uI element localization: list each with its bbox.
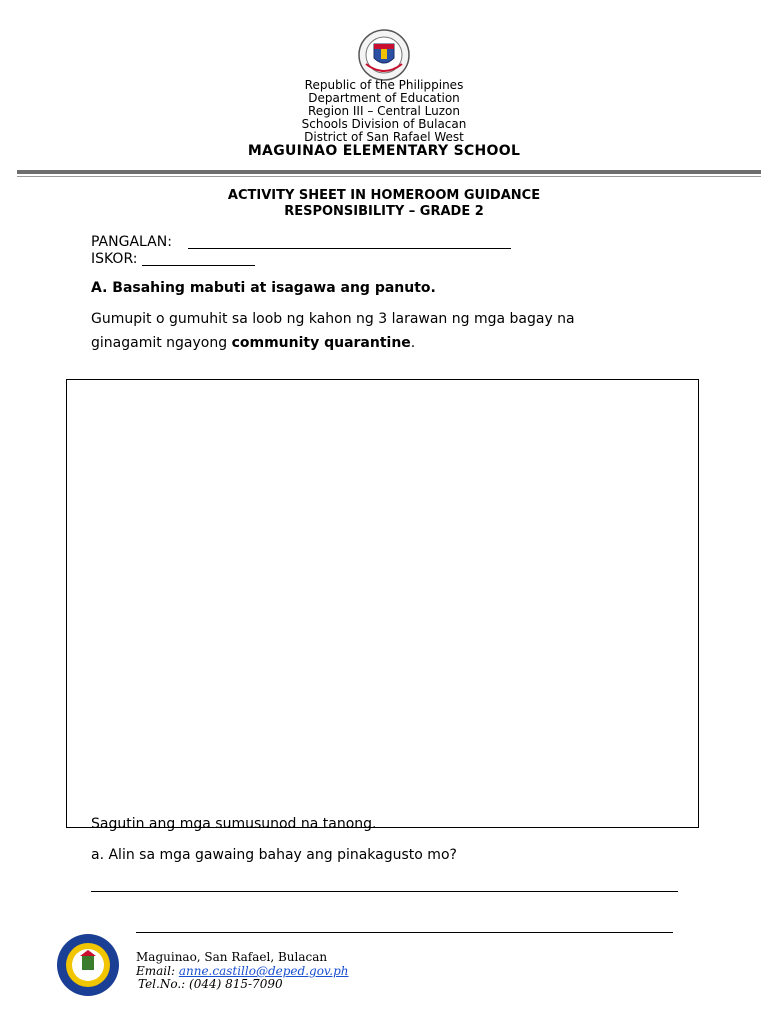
header-district: District of San Rafael West: [304, 130, 464, 144]
score-blank[interactable]: [142, 265, 255, 266]
instruction-period: .: [410, 335, 416, 351]
footer-address: Maguinao, San Rafael, Bulacan: [136, 950, 328, 964]
school-logo: [54, 932, 122, 998]
footer-email-label: Email:: [136, 964, 179, 978]
header-division: Schools Division of Bulacan: [301, 117, 467, 131]
header-region: Region III – Central Luzon: [308, 104, 460, 118]
questions-intro: Sagutin ang mga sumusunod na tanong.: [91, 816, 377, 832]
answer-line-b[interactable]: [136, 932, 673, 933]
instruction-line-2: [91, 331, 691, 355]
instruction-line-2-text: ginagamit ngayong: [91, 335, 232, 351]
name-label: PANGALAN:: [91, 234, 172, 250]
header-republic: Republic of the Philippines: [304, 78, 464, 92]
sheet-subtitle: RESPONSIBILITY – GRADE 2: [284, 204, 484, 219]
instruction-text: [91, 307, 691, 355]
question-a: a. Alin sa mga gawaing bahay ang pinakagusto mo?: [91, 847, 457, 863]
header-divider-thin: [17, 176, 761, 177]
section-a-heading: A. Basahing mabuti at isagawa ang panuto.: [91, 280, 436, 296]
header-department: Department of Education: [308, 91, 460, 105]
instruction-line-1: Gumupit o gumuhit sa loob ng kahon ng 3 larawan ng mga bagay na: [91, 311, 575, 327]
answer-line-a[interactable]: [91, 891, 678, 892]
school-name: MAGUINAO ELEMENTARY SCHOOL: [247, 143, 521, 159]
deped-seal-logo: [352, 28, 416, 82]
drawing-box[interactable]: [66, 379, 699, 828]
footer-email-line: [136, 964, 349, 978]
name-blank[interactable]: [188, 248, 511, 249]
score-label: ISKOR:: [91, 251, 138, 267]
instruction-bold-term: community quarantine: [231, 335, 411, 351]
sheet-title: ACTIVITY SHEET IN HOMEROOM GUIDANCE: [227, 188, 541, 203]
header-divider-thick: [17, 170, 761, 174]
footer-email-link[interactable]: anne.castillo@deped.gov.ph: [178, 964, 349, 978]
footer-telephone: Tel.No.: (044) 815-7090: [138, 977, 283, 991]
